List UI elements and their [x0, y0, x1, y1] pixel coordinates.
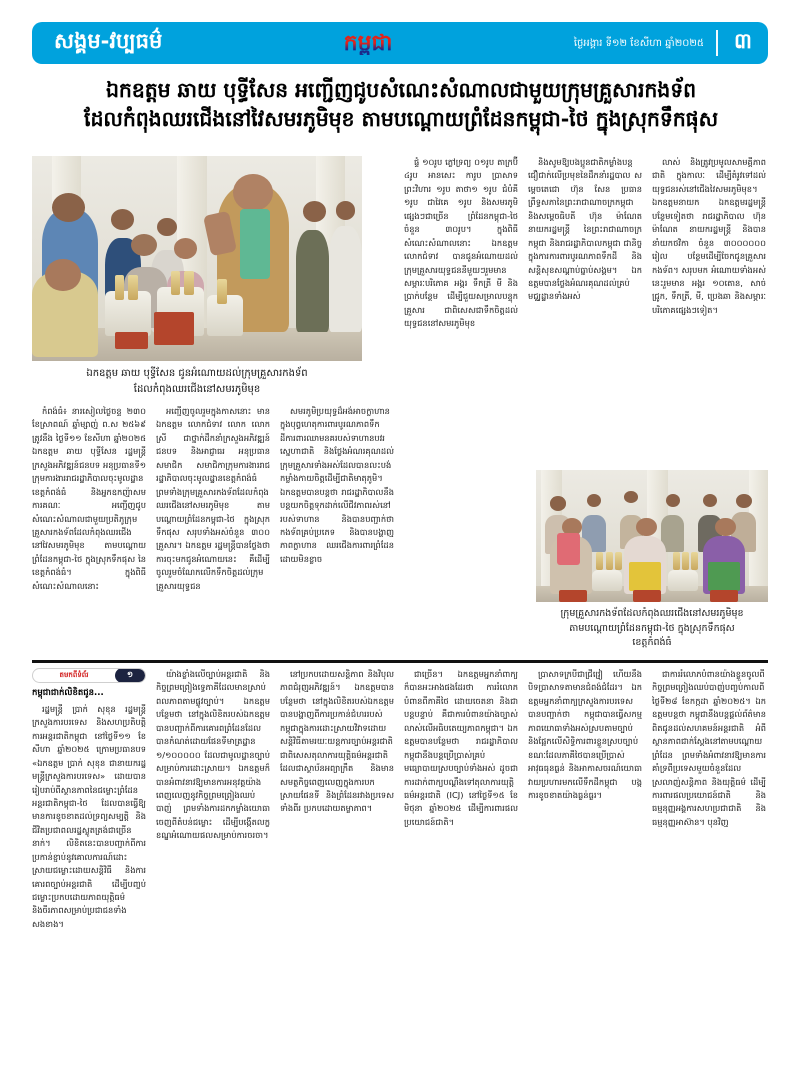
main-caption-line-2: ដែលកំពុងឈរជើងនៅសមរភូមិមុខ	[133, 383, 261, 395]
continued-from-badge[interactable]	[32, 668, 146, 683]
main-caption-line-1: ឯកឧត្តម ឆាយ បុទ្ធីសែន ជូនអំណោយដល់ក្រុមគ្រួសារកងទ័ព	[86, 368, 308, 379]
lower-column-2	[156, 668, 270, 843]
photo-scene-aid-ceremony	[32, 156, 362, 361]
upper-column-3-text: សមរភូមិប្រយុទ្ធដ៏អង់អាចក្លាហាន ក្នុងបុព្វហេតុការពារបូរណភាពទឹកដីការពារឈាមនគរបស់ទាហានបវរ ស្នេហាជាតិ និងថ្លែងអំណរគុណដល់ក្រុមគ្រួសារទាំងអស់ដែលបានលះបង់កម្លាំងកាយចិត្តដើម្បីជាតិមាតុភូមិ។ ឯកឧត្តមបានបន្តថា រាជរដ្ឋាភិបាលនឹងបន្តយកចិត្តទុកដាក់លើជីវភាពរស់នៅរបស់ទាហាន និងបានបញ្ជាក់ថាកងទ័ពគ្រប់ប្រភេទ និងបានបង្ហាញភាពក្លាហាន ឈរជើងការពារព្រំដែនដោយមិនខ្លាច	[280, 406, 394, 564]
upper-column-2-text: អញ្ជើញចូលរួមក្នុងកាសនោះ មាន ឯកឧត្តម លោកជំទាវ លោក លោកស្រី ជាថ្នាក់ដឹកនាំក្រសួងអភិវឌ្ឍន៍ជនបទ និងអាជ្ញាធរ អនុប្រធានសមាជិក សមាជិកាក្រុមការងាររាជរដ្ឋាភិបាលចុះមូលដ្ឋានខេត្តកំពង់ធំ ព្រមទាំងក្រុមគ្រួសារកងទ័ពដែលកំពុងឈរជើងនៅសមរភូមិមុខ តាមបណ្ដោយព្រំដែនកម្ពុជា-ថៃ ក្នុងស្រុកទឹកផុស សរុបទាំងអស់ចំនួន ៣០០ គ្រួសារ។ ឯកឧត្តម រដ្ឋមន្ត្រីបានថ្លែងថា ការចុះមកជូនអំណោយនេះ គឺដើម្បីចូលរួមចំណែកលើកទឹកចិត្តដល់ក្រុមគ្រួសារយុទ្ធជន	[156, 406, 270, 591]
continued-article-title: កម្ពុជាជាក់លិខិតជូន...	[32, 688, 104, 698]
second-caption-line-2: តាមបណ្ដោយព្រំដែនកម្ពុជា-ថៃ ក្នុងស្រុកទឹកផុស	[569, 622, 735, 634]
upper-column-6-text: លាស់ និងត្រូវប្រមូលសាមគ្គីភាពជាតិ ក្នុងកាលៈ ដើម្បីតំរូវទៅដល់យុទ្ធជនរស់នៅជើងវៃសមរភូមិមុខ។ ឯកឧត្តមនាយក ឯកឧត្តមរដ្ឋមន្ត្រី បន្ថែមទៀតថា រាជរដ្ឋាភិបាល ហ៊ុន ម៉ាណែត នាយករដ្ឋមន្ត្រី និងបាននាំយកថវិកា ចំនួន ៣០០០០០០ រៀល បន្ថែមដើម្បីចែកជូនគ្រួសារកងទ័ព។ សរុបមក អំណោយទាំងអស់នេះរួមមាន អង្ករ ១០តោន, សាច់ជ្រូក, ទឹកត្រី, មី, ប្រេងឆា និងសម្ភារៈបរិភោគផ្សេងៗទៀត។	[652, 157, 766, 315]
continued-from-page-number: ១	[115, 668, 145, 683]
headline-line-1: ឯកឧត្តម ឆាយ បុទ្ធីសែន អញ្ជើញជូបសំណេះសំណាលជាមួយក្រុមគ្រួសារកងទ័ព	[105, 78, 697, 102]
section-title: សង្គម-វប្បធម៌	[54, 28, 163, 53]
lower-column-4	[404, 668, 518, 829]
lower-column-1	[32, 668, 146, 931]
lower-column-6-text: ជាការរំលោភបំពានយ៉ាងខ្លួនចូលពីកិច្ចព្រមព្រៀងឈប់បាញ់បញ្ចប់កាលពីថ្ងៃទី២៨ ខែកក្កដា ឆ្នាំ២០២៥។ ឯកឧត្តមបន្តថា កម្ពុជានឹងបន្តផ្ដល់ព័ត៌មានពិតជូនដល់សហគមន៍អន្តរជាតិ អំពីស្ថានភាពជាក់ស្ដែងនៅតាមបណ្ដោយព្រំដែន ព្រមទាំងអំពាវនាវឱ្យមានការគាំទ្រពីប្រទេសមួយចំនួនដែលស្រលាញ់សន្តិភាព និងយុត្តិធម៌ ដើម្បីការពារផលប្រយោជន៍ជាតិ និងធម្មនុញ្ញអង្គការសហប្រជាជាតិ និងធម្មនុញ្ញអាស៊ាន។ បុនវិញ	[652, 669, 766, 827]
upper-column-4	[404, 156, 518, 642]
masthead-separator	[716, 30, 718, 56]
lower-column-2-text: យ៉ាងខ្លាំងលើច្បាប់អន្តរជាតិ និងកិច្ចព្រមព្រៀងទ្វេភាគីដែលមានស្រាប់ ពលភាពតាមផ្លូវច្បាប់។ ឯកឧត្តម បន្ថែមថា នៅក្នុងលិខិតរបស់ឯកឧត្តម បានបញ្ជាក់ពីការគោរពព្រំដែនដែលបានកំណត់ដោយផែនទីមាត្រដ្ឋាន ១/១០០០០០ ដែលជាមូលដ្ឋានច្បាប់សម្រាប់ការដោះស្រាយ។ ឯកឧត្តមក៏បានអំពាវនាវឱ្យមានការអនុវត្តយ៉ាងពេញលេញនូវកិច្ចព្រមព្រៀងឈប់បាញ់ ព្រមទាំងការដកកម្លាំងយោធាចេញពីតំបន់ជម្លោះ ដើម្បីបង្កើតលក្ខខណ្ឌអំណោយផលសម្រាប់ការចរចា។	[156, 669, 270, 841]
headline-line-2: ដែលកំពុងឈរជើងនៅវៃសមរភូមិមុខ តាមបណ្ដោយព្រំដែនកម្ពុជា-ថៃ ក្នុងស្រុកទឹកផុស	[84, 107, 718, 132]
main-article-photo	[32, 156, 362, 361]
masthead-bar	[32, 22, 768, 64]
second-caption-line-3: ខេត្តកំពង់ធំ	[632, 637, 672, 649]
newspaper-logo: កម្ពុជា	[162, 33, 574, 55]
lower-column-6	[652, 668, 766, 829]
upper-column-6	[652, 156, 766, 456]
upper-column-1	[32, 405, 146, 642]
page-number: ៣	[734, 28, 752, 53]
second-caption-line-1: ក្រុមគ្រួសារកងទ័ពដែលកំពុងឈរជើងនៅសមរភូមិមុខ	[560, 608, 744, 619]
continued-from-label: តមកពីទំព័រ	[59, 670, 89, 679]
lower-column-4-text: ជាច្រើន។ ឯកឧត្តមអ្នកនាំពាក្យក៏បានអះអាងផងដែរថា ការរំលោភបំពានពីភាគីថៃ ដោយចេតនា និងជាបន្តបន្ទាប់ គឺជាការបំពានយ៉ាងច្បាស់លាស់លើអធិបតេយ្យភាពកម្ពុជា។ ឯកឧត្តមបានបន្ថែមថា រាជរដ្ឋាភិបាលកម្ពុជានឹងបន្តប្រើប្រាស់គ្រប់មធ្យោបាយស្របច្បាប់ទាំងអស់ ដូចជាការដាក់ពាក្យបណ្ដឹងទៅតុលាការយុត្តិធម៌អន្តរជាតិ (ICJ) នៅថ្ងៃទី១៥ ខែមិថុនា ឆ្នាំ២០២៥ ដើម្បីការពារផលប្រយោជន៍ជាតិ។	[404, 669, 518, 827]
upper-column-5-text: និងសូមឱ្យបងប្អូនជាតិកម្លាំងបន្ត ជឿជាក់លើប្រមុខនៃដឹកនាំរដ្ឋបាល សម្តេចតេជោ ហ៊ុន សែន ប្រធានព្រឹទ្ធសភានៃព្រះរាជាណាចក្រកម្ពុជា និងសម្តេចធិបតី ហ៊ុន ម៉ាណែត នាយករដ្ឋមន្ត្រី នៃព្រះរាជាណាចក្រកម្ពុជា និងរាជរដ្ឋាភិបាលកម្ពុជា ជានិច្ចក្នុងការការពារបូរណភាពទឹកដី និងសន្តិសុខសណ្ដាប់ធ្នាប់សង្គម។ ឯកឧត្តមបានថ្លែងអំណរគុណដល់គ្រប់មជ្ឈដ្ឋានទាំងអស់	[528, 157, 642, 302]
lower-column-3-text: នៅប្រកបដោយសន្តិភាព និងវិបុលភាពជំរុញអភិវឌ្ឍន៍។ ឯកឧត្តមបានបន្ថែមថា នៅក្នុងលិខិតរបស់ឯកឧត្តម បានបង្ហាញពីការប្រកាន់ជំហររបស់កម្ពុជាក្នុងការដោះស្រាយវិវាទដោយសន្តិវិធីតាមរយៈយន្តការច្បាប់អន្តរជាតិ ជាពិសេសតុលាការយុត្តិធម៌អន្តរជាតិ ដែលជាស្ថាប័នអព្យាក្រឹត និងមានសមត្ថកិច្ចពេញលេញក្នុងការបកស្រាយផែនទី និងព្រំដែនរវាងប្រទេសទាំងពីរ ប្រកបដោយតម្លាភាព។	[280, 669, 394, 814]
lower-column-1-text: រដ្ឋមន្ត្រី ប្រាក់ សុខុន រដ្ឋមន្ត្រីក្រសួងការបរទេស និងសហប្រតិបត្តិការអន្តរជាតិកម្ពុជា នៅថ្ងៃទី១១ ខែសីហា ឆ្នាំ២០២៥ ក្រោមប្រធានបទ «ឯកឧត្តម ប្រាក់ សុខុន ជានាយករដ្ឋមន្ត្រីក្រសួងការបរទេស» ដោយបានរៀបរាប់ពីស្ថានភាពនៃជម្លោះព្រំដែនអន្តរជាតិកម្ពុជា-ថៃ ដែលបានធ្វើឱ្យមានការខូចខាតដល់ទ្រព្យសម្បត្តិ និងជីវិតប្រជាពលរដ្ឋស្លូតត្រង់ជាច្រើននាក់។ លិខិតនេះបានបញ្ជាក់ពីការប្រកាន់ខ្ជាប់នូវគោលការណ៍ដោះស្រាយជម្លោះដោយសន្តិវិធី និងការគោរពច្បាប់អន្តរជាតិ ដើម្បីបញ្ចប់ជម្លោះប្រកបដោយភាពយុត្តិធម៌ និងចីរភាពសម្រាប់ប្រជាជនទាំងសងខាង។	[32, 703, 146, 929]
article-headline	[30, 76, 772, 134]
publication-date: ថ្ងៃអង្គារ ទី១២ ខែសីហា ឆ្នាំ២០២៥	[573, 37, 704, 49]
lower-column-5	[528, 668, 642, 802]
upper-column-2	[156, 405, 270, 642]
upper-column-4-text: ផ្ទំ ១០រូប ភ្លៅទ្រព្យ ០១រូប តាក្រប៊ី ៤រូប អានសេះ ការូប ប្រាសាទព្រះវិហារ ១រូប តាថា១ ១រូប ជំបំគី ១រូប ជាវៃគេ ១រូប និងសមរភូមិផ្សេងៗជាច្រើន ព្រំដែនកម្ពុជា-ថៃ ចំនួន ៣០រូប។ ក្នុងពិធីសំណេះសំណាលនោះ ឯកឧត្តម លោកជំទាវ បានជូនអំណោយដល់ក្រុមគ្រួសារយុទ្ធជននីមួយៗរួមមានសម្ភារៈបរិភោគ អង្ករ ទឹកត្រី មី និងប្រាក់បន្ថែម ដើម្បីជួយសម្រាលបន្ទុកគ្រួសារ ជាពិសេសជាទឹកចិត្តដល់យុទ្ធជននៅសមរភូមិមុខ	[404, 157, 518, 329]
upper-column-3	[280, 405, 394, 642]
upper-column-5	[528, 156, 642, 642]
section-divider-rule	[32, 660, 768, 663]
upper-content-region	[32, 152, 768, 649]
lower-column-3	[280, 668, 394, 816]
main-photo-caption	[32, 366, 362, 397]
upper-column-1-text: កំពង់ធំ៖ នារសៀលថ្ងៃចន្ទ ២៣០ ខែស្រាពណ៍ ឆ្នាំម្សាញ់ ព.ស ២៥៦៩ ត្រូវនឹង ថ្ងៃទី១១ ខែសីហា ឆ្នាំ២០២៥ ឯកឧត្តម ឆាយ បុទ្ធីសែន រដ្ឋមន្ត្រីក្រសួងអភិវឌ្ឍន៍ជនបទ អនុប្រធានទី១ ក្រុមការងាររាជរដ្ឋាភិបាលចុះមូលដ្ឋានខេត្តកំពង់ធំ និងអ្នកឧកញ៉ាសមការគណៈ អញ្ជើញជូបសំណេះសំណាលជាមួយប្រតិភូក្រុមគ្រួសារកងទ័ពដែលកំពុងឈរជើងនៅវៃសមរភូមិមុខ តាមបណ្ដោយព្រំដែនកម្ពុជា-ថៃ ក្នុងស្រុកទឹកផុស នៃខេត្តកំពង់ធំ។ ក្នុងពិធីសំណេះសំណាលនោះ	[32, 406, 146, 591]
lower-content-region	[32, 668, 768, 1060]
lower-column-5-text: ប្រាសាទក្របីជាជ្រីវ្រៀ ហើយនឹង បិទប្រាសាទតាមានជំពង់ជំដែរ។ ឯកឧត្តមអ្នកនាំពាក្យក្រសួងការបរទេសបានបញ្ជាក់ថា កម្ពុជាបានធ្វើសកម្មភាពយោធាទាំងអស់ស្របតាមច្បាប់ និងផ្អែកលើសិទ្ធិការពារខ្លួនស្របច្បាប់ ខណៈដែលភាគីថៃបានប្រើប្រាស់អាវុធធុនធ្ងន់ និងអាកាសចរណ៍យោធាវាយប្រហារមកលើទឹកដីកម្ពុជា បង្កការខូចខាតយ៉ាងធ្ងន់ធ្ងរ។	[528, 669, 642, 800]
